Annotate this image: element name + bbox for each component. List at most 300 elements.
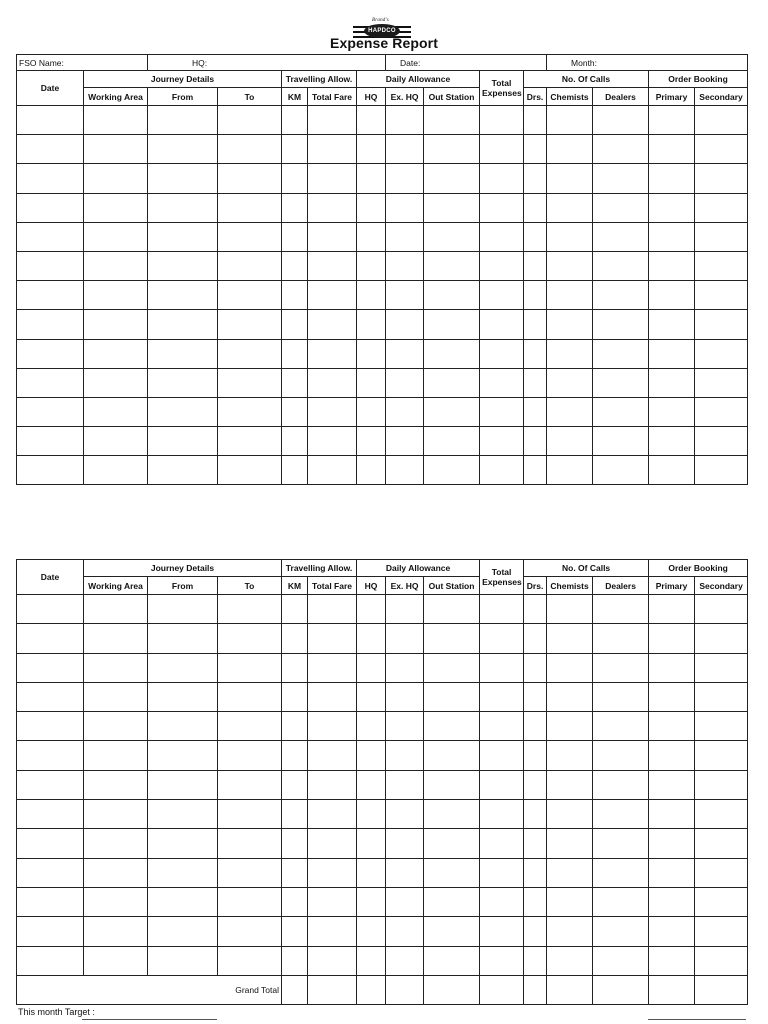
cell[interactable] [17,310,84,339]
cell[interactable] [524,339,547,368]
cell[interactable] [695,427,748,456]
cell[interactable] [480,193,524,222]
cell[interactable] [282,975,308,1004]
cell[interactable] [480,397,524,426]
cell[interactable] [695,712,748,741]
cell[interactable] [424,310,480,339]
cell[interactable] [593,222,649,251]
cell[interactable] [84,368,148,397]
cell[interactable] [84,106,148,135]
cell[interactable] [524,310,547,339]
cell[interactable] [695,339,748,368]
cell[interactable] [593,741,649,770]
cell[interactable] [357,858,386,887]
cell[interactable] [593,339,649,368]
cell[interactable] [218,887,282,916]
cell[interactable] [148,624,218,653]
cell[interactable] [84,829,148,858]
date-field[interactable]: Date: [386,55,547,71]
cell[interactable] [649,595,695,624]
cell[interactable] [17,281,84,310]
cell[interactable] [84,397,148,426]
cell[interactable] [386,456,424,485]
cell[interactable] [695,595,748,624]
cell[interactable] [218,164,282,193]
cell[interactable] [386,946,424,975]
cell[interactable] [308,281,357,310]
cell[interactable] [84,281,148,310]
cell[interactable] [424,135,480,164]
cell[interactable] [357,339,386,368]
cell[interactable] [524,917,547,946]
cell[interactable] [386,193,424,222]
cell[interactable] [17,770,84,799]
cell[interactable] [524,164,547,193]
cell[interactable] [480,281,524,310]
cell[interactable] [547,858,593,887]
cell[interactable] [308,975,357,1004]
cell[interactable] [218,595,282,624]
cell[interactable] [593,682,649,711]
cell[interactable] [695,800,748,829]
cell[interactable] [84,456,148,485]
fso-name-field[interactable]: FSO Name: [17,55,148,71]
month-field[interactable]: Month: [547,55,748,71]
cell[interactable] [218,251,282,280]
cell[interactable] [649,917,695,946]
cell[interactable] [308,193,357,222]
cell[interactable] [695,653,748,682]
cell[interactable] [218,339,282,368]
cell[interactable] [84,917,148,946]
cell[interactable] [649,682,695,711]
cell[interactable] [424,281,480,310]
cell[interactable] [547,456,593,485]
cell[interactable] [84,310,148,339]
cell[interactable] [593,887,649,916]
cell[interactable] [524,281,547,310]
cell[interactable] [84,741,148,770]
cell[interactable] [282,682,308,711]
cell[interactable] [424,712,480,741]
cell[interactable] [218,427,282,456]
cell[interactable] [649,770,695,799]
cell[interactable] [547,975,593,1004]
cell[interactable] [424,456,480,485]
cell[interactable] [357,281,386,310]
cell[interactable] [386,427,424,456]
cell[interactable] [357,427,386,456]
cell[interactable] [218,222,282,251]
cell[interactable] [649,741,695,770]
cell[interactable] [593,427,649,456]
cell[interactable] [17,917,84,946]
cell[interactable] [218,135,282,164]
cell[interactable] [84,712,148,741]
cell[interactable] [17,624,84,653]
cell[interactable] [649,106,695,135]
cell[interactable] [424,164,480,193]
cell[interactable] [695,887,748,916]
cell[interactable] [524,595,547,624]
cell[interactable] [424,946,480,975]
cell[interactable] [282,310,308,339]
cell[interactable] [308,624,357,653]
cell[interactable] [480,456,524,485]
cell[interactable] [424,741,480,770]
cell[interactable] [593,281,649,310]
cell[interactable] [480,251,524,280]
cell[interactable] [308,917,357,946]
cell[interactable] [480,310,524,339]
cell[interactable] [357,946,386,975]
cell[interactable] [547,800,593,829]
cell[interactable] [649,653,695,682]
cell[interactable] [386,858,424,887]
cell[interactable] [386,800,424,829]
cell[interactable] [218,917,282,946]
cell[interactable] [480,800,524,829]
cell[interactable] [695,624,748,653]
cell[interactable] [695,682,748,711]
cell[interactable] [593,251,649,280]
cell[interactable] [84,624,148,653]
cell[interactable] [547,310,593,339]
cell[interactable] [148,397,218,426]
cell[interactable] [524,829,547,858]
cell[interactable] [282,339,308,368]
cell[interactable] [480,339,524,368]
cell[interactable] [480,427,524,456]
cell[interactable] [424,397,480,426]
cell[interactable] [357,887,386,916]
cell[interactable] [218,946,282,975]
cell[interactable] [148,251,218,280]
cell[interactable] [524,712,547,741]
cell[interactable] [649,624,695,653]
cell[interactable] [649,281,695,310]
cell[interactable] [282,456,308,485]
cell[interactable] [148,829,218,858]
cell[interactable] [386,975,424,1004]
cell[interactable] [357,251,386,280]
cell[interactable] [308,368,357,397]
cell[interactable] [593,858,649,887]
cell[interactable] [84,887,148,916]
cell[interactable] [282,624,308,653]
cell[interactable] [649,310,695,339]
cell[interactable] [593,653,649,682]
cell[interactable] [480,741,524,770]
cell[interactable] [386,682,424,711]
cell[interactable] [424,800,480,829]
cell[interactable] [386,397,424,426]
cell[interactable] [695,251,748,280]
cell[interactable] [593,770,649,799]
cell[interactable] [218,368,282,397]
cell[interactable] [649,339,695,368]
cell[interactable] [84,251,148,280]
cell[interactable] [17,595,84,624]
cell[interactable] [357,397,386,426]
cell[interactable] [649,975,695,1004]
cell[interactable] [308,770,357,799]
cell[interactable] [148,310,218,339]
cell[interactable] [17,682,84,711]
cell[interactable] [308,251,357,280]
cell[interactable] [524,222,547,251]
cell[interactable] [524,251,547,280]
cell[interactable] [480,222,524,251]
cell[interactable] [524,741,547,770]
cell[interactable] [357,193,386,222]
cell[interactable] [480,653,524,682]
cell[interactable] [386,741,424,770]
cell[interactable] [649,946,695,975]
cell[interactable] [649,800,695,829]
cell[interactable] [386,712,424,741]
cell[interactable] [695,310,748,339]
cell[interactable] [695,106,748,135]
cell[interactable] [357,368,386,397]
cell[interactable] [148,281,218,310]
cell[interactable] [386,829,424,858]
cell[interactable] [84,595,148,624]
cell[interactable] [218,456,282,485]
cell[interactable] [547,397,593,426]
cell[interactable] [424,624,480,653]
cell[interactable] [148,456,218,485]
cell[interactable] [649,164,695,193]
cell[interactable] [17,251,84,280]
cell[interactable] [547,281,593,310]
cell[interactable] [218,310,282,339]
cell[interactable] [308,800,357,829]
cell[interactable] [84,339,148,368]
cell[interactable] [17,427,84,456]
cell[interactable] [695,222,748,251]
cell[interactable] [308,653,357,682]
target-input-line[interactable] [82,1019,217,1020]
cell[interactable] [593,829,649,858]
cell[interactable] [84,193,148,222]
cell[interactable] [480,682,524,711]
cell[interactable] [282,427,308,456]
cell[interactable] [357,682,386,711]
cell[interactable] [282,106,308,135]
cell[interactable] [424,887,480,916]
cell[interactable] [282,887,308,916]
cell[interactable] [308,397,357,426]
cell[interactable] [386,595,424,624]
cell[interactable] [17,800,84,829]
cell[interactable] [308,858,357,887]
cell[interactable] [480,368,524,397]
cell[interactable] [547,193,593,222]
cell[interactable] [282,829,308,858]
cell[interactable] [17,653,84,682]
cell[interactable] [524,770,547,799]
cell[interactable] [695,456,748,485]
cell[interactable] [524,653,547,682]
cell[interactable] [308,456,357,485]
cell[interactable] [593,800,649,829]
cell[interactable] [386,917,424,946]
cell[interactable] [480,712,524,741]
cell[interactable] [524,624,547,653]
cell[interactable] [282,251,308,280]
cell[interactable] [17,106,84,135]
cell[interactable] [357,917,386,946]
cell[interactable] [424,427,480,456]
cell[interactable] [386,368,424,397]
cell[interactable] [649,397,695,426]
cell[interactable] [424,917,480,946]
cell[interactable] [17,829,84,858]
cell[interactable] [524,800,547,829]
cell[interactable] [218,281,282,310]
cell[interactable] [424,595,480,624]
cell[interactable] [357,624,386,653]
cell[interactable] [695,164,748,193]
cell[interactable] [282,741,308,770]
cell[interactable] [695,858,748,887]
cell[interactable] [84,770,148,799]
cell[interactable] [649,829,695,858]
cell[interactable] [649,222,695,251]
cell[interactable] [84,427,148,456]
cell[interactable] [357,310,386,339]
cell[interactable] [593,164,649,193]
cell[interactable] [282,917,308,946]
cell[interactable] [308,164,357,193]
cell[interactable] [84,800,148,829]
cell[interactable] [547,251,593,280]
cell[interactable] [148,800,218,829]
cell[interactable] [218,800,282,829]
cell[interactable] [17,397,84,426]
cell[interactable] [593,456,649,485]
cell[interactable] [357,741,386,770]
cell[interactable] [282,653,308,682]
cell[interactable] [547,164,593,193]
cell[interactable] [695,193,748,222]
cell[interactable] [695,397,748,426]
cell[interactable] [649,858,695,887]
cell[interactable] [357,222,386,251]
cell[interactable] [386,164,424,193]
cell[interactable] [17,135,84,164]
cell[interactable] [148,712,218,741]
cell[interactable] [17,887,84,916]
cell[interactable] [480,164,524,193]
cell[interactable] [547,712,593,741]
cell[interactable] [308,887,357,916]
cell[interactable] [17,164,84,193]
cell[interactable] [593,975,649,1004]
cell[interactable] [593,624,649,653]
cell[interactable] [386,106,424,135]
cell[interactable] [282,135,308,164]
cell[interactable] [308,222,357,251]
cell[interactable] [547,829,593,858]
cell[interactable] [547,917,593,946]
cell[interactable] [480,829,524,858]
cell[interactable] [424,106,480,135]
cell[interactable] [282,946,308,975]
cell[interactable] [84,135,148,164]
cell[interactable] [593,917,649,946]
cell[interactable] [84,682,148,711]
cell[interactable] [357,106,386,135]
cell[interactable] [218,770,282,799]
cell[interactable] [547,770,593,799]
cell[interactable] [547,946,593,975]
cell[interactable] [424,858,480,887]
cell[interactable] [649,887,695,916]
signature-line[interactable] [648,1019,746,1020]
cell[interactable] [593,368,649,397]
cell[interactable] [424,975,480,1004]
cell[interactable] [218,106,282,135]
cell[interactable] [547,887,593,916]
cell[interactable] [524,946,547,975]
cell[interactable] [308,741,357,770]
cell[interactable] [524,682,547,711]
cell[interactable] [218,682,282,711]
cell[interactable] [524,397,547,426]
cell[interactable] [649,251,695,280]
cell[interactable] [480,595,524,624]
cell[interactable] [148,946,218,975]
cell[interactable] [695,975,748,1004]
cell[interactable] [357,164,386,193]
cell[interactable] [524,975,547,1004]
cell[interactable] [593,946,649,975]
cell[interactable] [695,946,748,975]
cell[interactable] [695,741,748,770]
cell[interactable] [308,106,357,135]
cell[interactable] [386,339,424,368]
cell[interactable] [308,595,357,624]
cell[interactable] [282,770,308,799]
cell[interactable] [148,653,218,682]
cell[interactable] [17,339,84,368]
cell[interactable] [282,397,308,426]
cell[interactable] [424,339,480,368]
cell[interactable] [17,741,84,770]
cell[interactable] [524,427,547,456]
cell[interactable] [649,456,695,485]
cell[interactable] [424,770,480,799]
cell[interactable] [386,135,424,164]
cell[interactable] [695,368,748,397]
cell[interactable] [593,397,649,426]
cell[interactable] [148,887,218,916]
cell[interactable] [480,887,524,916]
cell[interactable] [547,339,593,368]
cell[interactable] [547,653,593,682]
cell[interactable] [17,456,84,485]
cell[interactable] [649,368,695,397]
cell[interactable] [148,135,218,164]
cell[interactable] [357,770,386,799]
cell[interactable] [695,917,748,946]
cell[interactable] [282,712,308,741]
cell[interactable] [308,712,357,741]
cell[interactable] [17,712,84,741]
cell[interactable] [357,829,386,858]
